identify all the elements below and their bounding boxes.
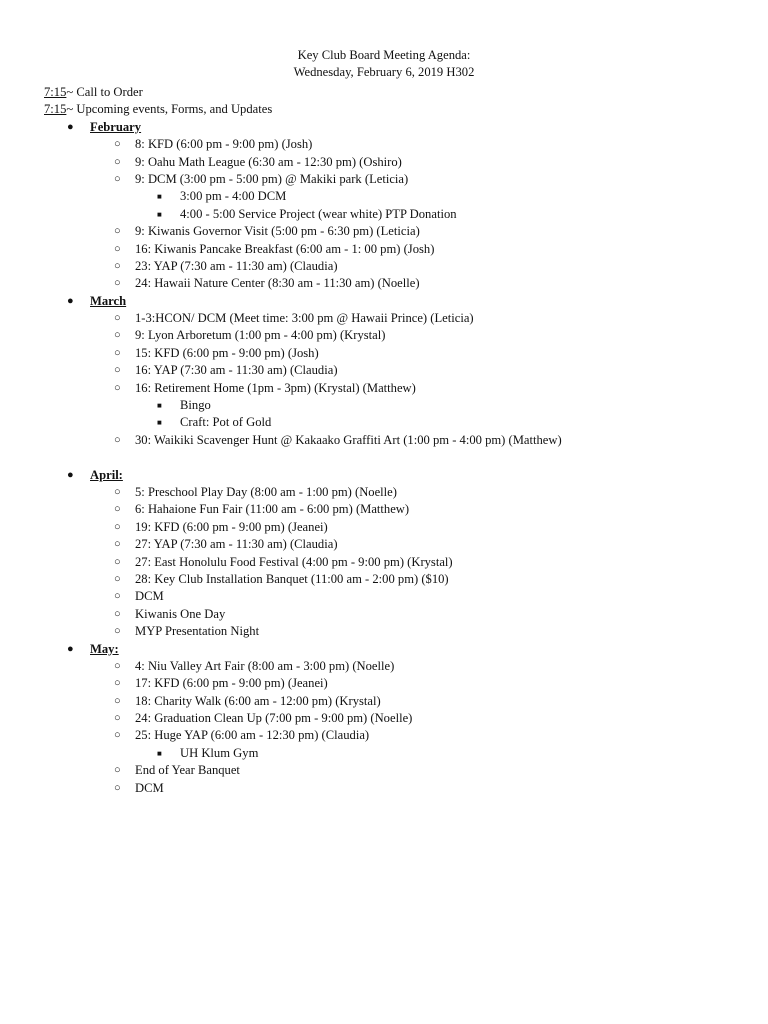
- sub-list-item: ■ UH Klum Gym: [44, 745, 744, 762]
- list-item: ○ 16: Kiwanis Pancake Breakfast (6:00 am - 1: 00 pm) (Josh): [44, 241, 744, 258]
- agenda-body: [44, 84, 744, 797]
- section-heading-march: ● March: [44, 293, 744, 310]
- circle-bullet-icon: ○: [114, 503, 121, 516]
- title-line-2: Wednesday, February 6, 2019 H302: [293, 65, 475, 80]
- circle-bullet-icon: ○: [114, 625, 121, 638]
- circle-bullet-icon: ○: [114, 590, 121, 603]
- circle-bullet-icon: ○: [114, 677, 121, 690]
- intro-text: ~ Upcoming events, Forms, and Updates: [66, 102, 273, 117]
- list-item: ○ 28: Key Club Installation Banquet (11:00 am - 2:00 pm) ($10): [44, 571, 744, 588]
- intro-text: ~ Call to Order: [66, 85, 143, 99]
- list-item: ○ End of Year Banquet: [44, 762, 744, 779]
- section-heading-april: ● April:: [44, 467, 744, 484]
- circle-bullet-icon: ○: [114, 781, 121, 794]
- circle-bullet-icon: ○: [114, 729, 121, 742]
- list-item: ○ 6: Hahaione Fun Fair (11:00 am - 6:00 pm) (Matthew): [44, 501, 744, 518]
- circle-bullet-icon: ○: [114, 259, 121, 272]
- sub-list-item: ■ Craft: Pot of Gold: [44, 414, 744, 431]
- list-item: ○ 9: DCM (3:00 pm - 5:00 pm) @ Makiki park (Leticia): [44, 171, 744, 188]
- agenda-title: [0, 47, 768, 82]
- circle-bullet-icon: ○: [114, 242, 121, 255]
- circle-bullet-icon: ○: [114, 138, 121, 151]
- list-item: ○ 4: Niu Valley Art Fair (8:00 am - 3:00 pm) (Noelle): [44, 658, 744, 675]
- list-item: ○ 19: KFD (6:00 pm - 9:00 pm) (Jeanei): [44, 519, 744, 536]
- circle-bullet-icon: ○: [114, 659, 121, 672]
- circle-bullet-icon: ○: [114, 155, 121, 168]
- circle-bullet-icon: ○: [114, 172, 121, 185]
- sub-list-item: ■ 4:00 - 5:00 Service Project (wear white) PTP Donation: [44, 206, 744, 223]
- list-item: ○ 25: Huge YAP (6:00 am - 12:30 pm) (Claudia): [44, 727, 744, 744]
- circle-bullet-icon: ○: [114, 485, 121, 498]
- list-item: ○ 27: YAP (7:30 am - 11:30 am) (Claudia): [44, 536, 744, 553]
- list-item: ○ 8: KFD (6:00 pm - 9:00 pm) (Josh): [44, 136, 744, 153]
- circle-bullet-icon: ○: [114, 694, 121, 707]
- title-line-1: Key Club Board Meeting Agenda:: [297, 48, 471, 62]
- list-item: ○ 1-3:HCON/ DCM (Meet time: 3:00 pm @ Hawaii Prince) (Leticia): [44, 310, 744, 327]
- list-item: ○ 18: Charity Walk (6:00 am - 12:00 pm) (Krystal): [44, 693, 744, 710]
- list-item: ○ 9: Oahu Math League (6:30 am - 12:30 pm) (Oshiro): [44, 154, 744, 171]
- circle-bullet-icon: ○: [114, 381, 121, 394]
- intro-time: 7:15: [44, 85, 67, 99]
- intro-time: 7:15: [44, 102, 67, 117]
- circle-bullet-icon: ○: [114, 555, 121, 568]
- spacer: [44, 449, 744, 466]
- intro-line: [44, 101, 744, 118]
- intro-line: [44, 84, 744, 101]
- list-item: ○ 9: Lyon Arboretum (1:00 pm - 4:00 pm) (Krystal): [44, 327, 744, 344]
- circle-bullet-icon: ○: [114, 312, 121, 325]
- sub-list-item: ■ Bingo: [44, 397, 744, 414]
- bullet-icon: ●: [67, 642, 74, 655]
- list-item: ○ 9: Kiwanis Governor Visit (5:00 pm - 6:30 pm) (Leticia): [44, 223, 744, 240]
- square-bullet-icon: ■: [157, 192, 162, 202]
- circle-bullet-icon: ○: [114, 433, 121, 446]
- list-item: ○ 17: KFD (6:00 pm - 9:00 pm) (Jeanei): [44, 675, 744, 692]
- list-item: ○ 15: KFD (6:00 pm - 9:00 pm) (Josh): [44, 345, 744, 362]
- square-bullet-icon: ■: [157, 748, 162, 758]
- list-item: ○ 24: Graduation Clean Up (7:00 pm - 9:00 pm) (Noelle): [44, 710, 744, 727]
- square-bullet-icon: ■: [157, 209, 162, 219]
- circle-bullet-icon: ○: [114, 364, 121, 377]
- list-item: ○ 24: Hawaii Nature Center (8:30 am - 11:30 am) (Noelle): [44, 275, 744, 292]
- sub-list-item: ■ 3:00 pm - 4:00 DCM: [44, 188, 744, 205]
- list-item: ○ 23: YAP (7:30 am - 11:30 am) (Claudia): [44, 258, 744, 275]
- list-item: ○ 16: Retirement Home (1pm - 3pm) (Krystal) (Matthew): [44, 380, 744, 397]
- bullet-icon: ●: [67, 120, 74, 133]
- circle-bullet-icon: ○: [114, 346, 121, 359]
- list-item: ○ 30: Waikiki Scavenger Hunt @ Kakaako Graffiti Art (1:00 pm - 4:00 pm) (Matthew): [44, 432, 744, 449]
- bullet-icon: ●: [67, 468, 74, 481]
- list-item: ○ 5: Preschool Play Day (8:00 am - 1:00 pm) (Noelle): [44, 484, 744, 501]
- circle-bullet-icon: ○: [114, 572, 121, 585]
- square-bullet-icon: ■: [157, 418, 162, 428]
- list-item: ○ DCM: [44, 588, 744, 605]
- square-bullet-icon: ■: [157, 401, 162, 411]
- list-item: ○ 16: YAP (7:30 am - 11:30 am) (Claudia): [44, 362, 744, 379]
- circle-bullet-icon: ○: [114, 712, 121, 725]
- circle-bullet-icon: ○: [114, 607, 121, 620]
- list-item: ○ Kiwanis One Day: [44, 606, 744, 623]
- section-heading-may: ● May:: [44, 641, 744, 658]
- section-heading-february: ● February: [44, 119, 744, 136]
- list-item: ○ MYP Presentation Night: [44, 623, 744, 640]
- circle-bullet-icon: ○: [114, 520, 121, 533]
- circle-bullet-icon: ○: [114, 538, 121, 551]
- circle-bullet-icon: ○: [114, 764, 121, 777]
- circle-bullet-icon: ○: [114, 277, 121, 290]
- list-item: ○ 27: East Honolulu Food Festival (4:00 pm - 9:00 pm) (Krystal): [44, 554, 744, 571]
- list-item: ○ DCM: [44, 780, 744, 797]
- bullet-icon: ●: [67, 294, 74, 307]
- circle-bullet-icon: ○: [114, 329, 121, 342]
- circle-bullet-icon: ○: [114, 225, 121, 238]
